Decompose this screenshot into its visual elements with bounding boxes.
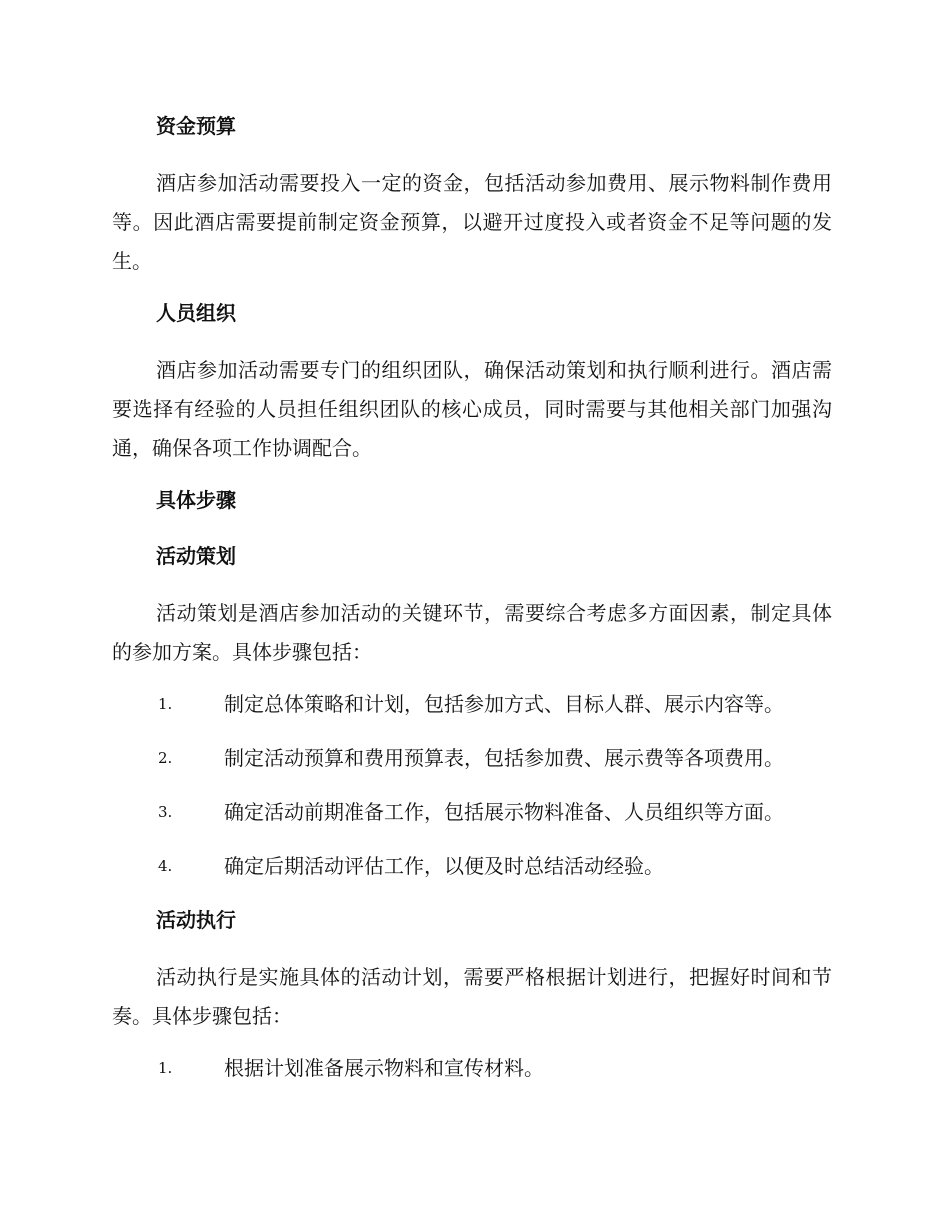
document-page — [112, 108, 832, 1104]
list-number: 2. — [158, 749, 173, 767]
paragraph-staff: 酒店参加活动需要专门的组织团队，确保活动策划和执行顺利进行。酒店需要选择有经验的人员担任组织团队的核心成员，同时需要与其他相关部门加强沟通，确保各项工作协调配合。 — [112, 358, 832, 460]
heading-planning: 活动策划 — [156, 544, 236, 568]
paragraph-planning: 活动策划是酒店参加活动的关键环节，需要综合考虑多方面因素，制定具体的参加方案。具体步骤包括： — [112, 601, 832, 664]
list-text: 制定活动预算和费用预算表，包括参加费、展示费等各项费用。 — [224, 746, 784, 770]
list-number: 4. — [158, 857, 173, 875]
list-text: 制定总体策略和计划，包括参加方式、目标人群、展示内容等。 — [224, 692, 784, 716]
list-item — [112, 1050, 832, 1086]
list-text: 根据计划准备展示物料和宣传材料。 — [224, 1056, 544, 1080]
list-item — [112, 686, 832, 722]
list-item — [112, 794, 832, 830]
list-number: 3. — [158, 803, 173, 821]
paragraph-budget: 酒店参加活动需要投入一定的资金，包括活动参加费用、展示物料制作费用等。因此酒店需要提前制定资金预算，以避开过度投入或者资金不足等问题的发生。 — [112, 171, 832, 273]
paragraph-execution: 活动执行是实施具体的活动计划，需要严格根据计划进行，把握好时间和节奏。具体步骤包括： — [112, 965, 832, 1028]
list-text: 确定后期活动评估工作，以便及时总结活动经验。 — [224, 854, 664, 878]
execution-list — [112, 1050, 832, 1086]
heading-staff: 人员组织 — [156, 301, 236, 325]
heading-budget: 资金预算 — [156, 114, 236, 138]
list-item — [112, 848, 832, 884]
list-item — [112, 740, 832, 776]
heading-steps: 具体步骤 — [156, 488, 236, 512]
list-number: 1. — [158, 695, 173, 713]
heading-execution: 活动执行 — [156, 908, 236, 932]
list-text: 确定活动前期准备工作，包括展示物料准备、人员组织等方面。 — [224, 800, 784, 824]
planning-list — [112, 686, 832, 884]
list-number: 1. — [158, 1059, 173, 1077]
